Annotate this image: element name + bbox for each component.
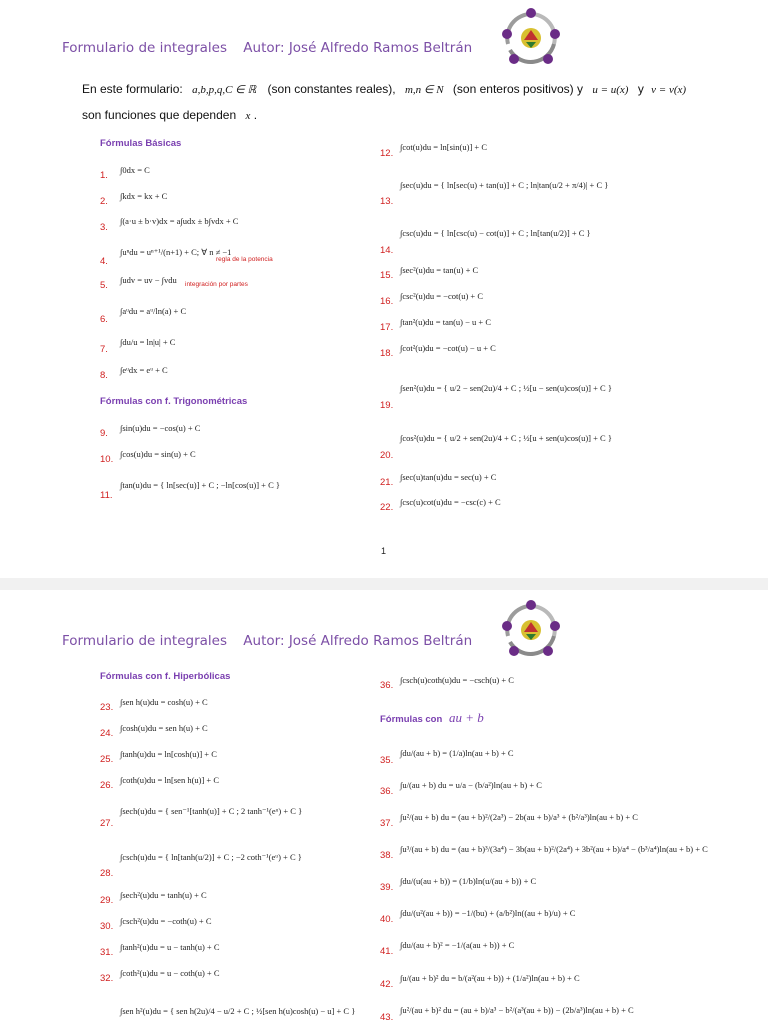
formula-number: 42. (380, 979, 394, 990)
formula-expression: ∫csc(u)du = { ln[csc(u) − cot(u)] + C ; ln[tan(u/2)] + C } (400, 228, 591, 238)
formula-number: 37. (380, 818, 394, 829)
page-number: 1 (381, 546, 387, 556)
note-potencia: regla de la potencia (216, 256, 273, 263)
section-au-b (380, 710, 484, 726)
intro-text-1: En este formulario: (82, 82, 183, 96)
formula-number: 10. (100, 454, 114, 465)
section-au-b-label: Fórmulas con (380, 714, 443, 725)
formula-expression: ∫u³/(au + b) du = (au + b)³/(3a⁴) − 3b(au + b)²/(2a⁴) + 3b²(au + b)/a⁴ − (b³/a⁴)ln(au + b) + C (400, 844, 708, 854)
formula-expression: ∫tanh²(u)du = u − tanh(u) + C (120, 942, 220, 952)
formula-expression: ∫sin(u)du = −cos(u) + C (120, 423, 201, 433)
header-title: Formulario de integrales (62, 633, 227, 649)
formula-expression: ∫uⁿdu = uⁿ⁺¹/(n+1) + C; ∀ n ≠ −1 (120, 247, 232, 257)
intro-math-1: a,b,p,q,C ∈ ℝ (192, 84, 257, 96)
formula-number: 17. (380, 322, 394, 333)
formula-expression: ∫coth(u)du = ln[sen h(u)] + C (120, 775, 220, 785)
formula-number: 24. (100, 728, 114, 739)
formula-expression: ∫u/(au + b) du = u/a − (b/a²)ln(au + b) + C (400, 780, 542, 790)
intro-math-3: u = u(x) (592, 84, 629, 96)
note-partes: integración por partes (185, 281, 248, 288)
formula-number: 18. (380, 348, 394, 359)
formula-expression: ∫sec²(u)du = tan(u) + C (400, 265, 479, 275)
page-2 (0, 590, 768, 1024)
formula-expression: ∫kdx = kx + C (120, 191, 168, 201)
section-basicas: Fórmulas Básicas (100, 138, 182, 149)
formula-expression: ∫u/(au + b)² du = b/(a²(au + b)) + (1/a²)ln(au + b) + C (400, 973, 580, 983)
section-au-b-expr: au + b (448, 710, 484, 725)
formula-number: 36. (380, 680, 394, 691)
formula-number: 36. (380, 786, 394, 797)
formula-number: 32. (100, 973, 114, 984)
formula-number: 31. (100, 947, 114, 958)
formula-number: 3. (100, 222, 108, 233)
university-logo-icon (500, 6, 562, 68)
formula-number: 21. (380, 477, 394, 488)
formula-number: 40. (380, 914, 394, 925)
formula-expression: ∫cos(u)du = sin(u) + C (120, 449, 196, 459)
header-title: Formulario de integrales (62, 40, 227, 56)
formula-expression: ∫tan(u)du = { ln[sec(u)] + C ; −ln[cos(u)] + C } (120, 480, 280, 490)
formula-number: 2. (100, 196, 108, 207)
formula-expression: ∫(a·u ± b·v)dx = a∫udx ± b∫vdx + C (120, 216, 239, 226)
formula-number: 39. (380, 882, 394, 893)
intro-line-2 (82, 108, 257, 122)
formula-number: 19. (380, 400, 394, 411)
formula-expression: ∫sech(u)du = { sen⁻¹[tanh(u)] + C ; 2 tanh⁻¹(eᵘ) + C } (120, 806, 303, 816)
intro-text-4: y (637, 82, 644, 96)
page-header (62, 40, 472, 56)
formula-number: 23. (100, 702, 114, 713)
formula-expression: ∫sech²(u)du = tanh(u) + C (120, 890, 207, 900)
formula-expression: ∫csc²(u)du = −cot(u) + C (400, 291, 483, 301)
formula-expression: ∫udv = uv − ∫vdu (120, 275, 177, 285)
formula-number: 5. (100, 280, 108, 291)
intro-math-4: v = v(x) (651, 84, 687, 96)
formula-expression: ∫tanh(u)du = ln[cosh(u)] + C (120, 749, 217, 759)
formula-expression: ∫csch(u)du = { ln[tanh(u/2)] + C ; −2 coth⁻¹(eᵘ) + C } (120, 852, 302, 862)
formula-expression: ∫du/(au + b) = (1/a)ln(au + b) + C (400, 748, 514, 758)
formula-expression: ∫eᵘdx = eᵘ + C (120, 365, 168, 375)
formula-expression: ∫coth²(u)du = u − coth(u) + C (120, 968, 220, 978)
formula-expression: ∫tan²(u)du = tan(u) − u + C (400, 317, 492, 327)
formula-number: 4. (100, 256, 108, 267)
formula-expression: ∫sen h²(u)du = { sen h(2u)/4 − u/2 + C ; ½[sen h(u)cosh(u) − u] + C } (120, 1006, 356, 1016)
formula-expression: ∫u²/(au + b)² du = (au + b)/a³ − b²/(a³(au + b)) − (2b/a³)ln(au + b) + C (400, 1005, 634, 1015)
formula-number: 15. (380, 270, 394, 281)
formula-number: 26. (100, 780, 114, 791)
formula-expression: ∫sec(u)du = { ln[sec(u) + tan(u)] + C ; ln|tan(u/2 + π/4)| + C } (400, 180, 609, 190)
formula-number: 11. (100, 490, 113, 501)
intro-math-5: x (245, 110, 251, 122)
formula-number: 9. (100, 428, 108, 439)
section-trigonometricas: Fórmulas con f. Trigonométricas (100, 396, 248, 407)
intro-text-2: (son constantes reales), (267, 82, 396, 96)
formula-number: 43. (380, 1012, 394, 1023)
formula-number: 16. (380, 296, 394, 307)
formula-number: 29. (100, 895, 114, 906)
header-author-label: Autor: (243, 40, 285, 56)
formula-expression: ∫cosh(u)du = sen h(u) + C (120, 723, 208, 733)
header-author-label: Autor: (243, 633, 285, 649)
intro-text-6: . (253, 108, 258, 122)
formula-expression: ∫aᵘdu = aᵘ/ln(a) + C (120, 306, 187, 316)
intro-line-1 (82, 82, 686, 96)
formula-expression: ∫u²/(au + b) du = (au + b)²/(2a³) − 2b(au + b)/a³ + (b²/a³)ln(au + b) + C (400, 812, 638, 822)
header-author-name: José Alfredo Ramos Beltrán (288, 40, 473, 56)
formula-number: 14. (380, 245, 394, 256)
formula-number: 38. (380, 850, 394, 861)
formula-number: 22. (380, 502, 394, 513)
formula-expression: ∫du/(u²(au + b)) = −1/(bu) + (a/b²)ln((au + b)/u) + C (400, 908, 576, 918)
formula-expression: ∫du/(u(au + b)) = (1/b)ln(u/(au + b)) + C (400, 876, 537, 886)
formula-number: 30. (100, 921, 114, 932)
formula-number: 28. (100, 868, 114, 879)
university-logo-icon (500, 598, 562, 660)
intro-text-3: (son enteros positivos) y (452, 82, 583, 96)
intro-text-5: son funciones que dependen (82, 108, 237, 122)
formula-number: 25. (100, 754, 114, 765)
intro-math-2: m,n ∈ N (404, 84, 444, 96)
formula-number: 35. (380, 755, 394, 766)
formula-expression: ∫du/(au + b)² = −1/(a(au + b)) + C (400, 940, 515, 950)
header-author-name: José Alfredo Ramos Beltrán (288, 633, 473, 649)
formula-expression: ∫sec(u)tan(u)du = sec(u) + C (400, 472, 497, 482)
formula-expression: ∫cos²(u)du = { u/2 + sen(2u)/4 + C ; ½[u + sen(u)cos(u)] + C } (400, 433, 612, 443)
formula-expression: ∫du/u = ln|u| + C (120, 337, 176, 347)
formula-number: 27. (100, 818, 114, 829)
formula-number: 8. (100, 370, 108, 381)
formula-expression: ∫sen²(u)du = { u/2 − sen(2u)/4 + C ; ½[u − sen(u)cos(u)] + C } (400, 383, 612, 393)
section-hiperbolicas: Fórmulas con f. Hiperbólicas (100, 671, 231, 682)
page-header (62, 633, 472, 649)
formula-number: 6. (100, 314, 108, 325)
formula-number: 20. (380, 450, 394, 461)
formula-expression: ∫csch²(u)du = −coth(u) + C (120, 916, 212, 926)
formula-number: 41. (380, 946, 394, 957)
formula-number: 1. (100, 170, 108, 181)
formula-expression: ∫cot²(u)du = −cot(u) − u + C (400, 343, 496, 353)
formula-number: 13. (380, 196, 394, 207)
formula-expression: ∫cot(u)du = ln[sin(u)] + C (400, 142, 487, 152)
formula-expression: ∫0dx = C (120, 165, 150, 175)
formula-expression: ∫csc(u)cot(u)du = −csc(c) + C (400, 497, 501, 507)
formula-number: 7. (100, 344, 108, 355)
formula-expression: ∫csch(u)coth(u)du = −csch(u) + C (400, 675, 514, 685)
formula-number: 12. (380, 148, 394, 159)
formula-expression: ∫sen h(u)du = cosh(u) + C (120, 697, 208, 707)
